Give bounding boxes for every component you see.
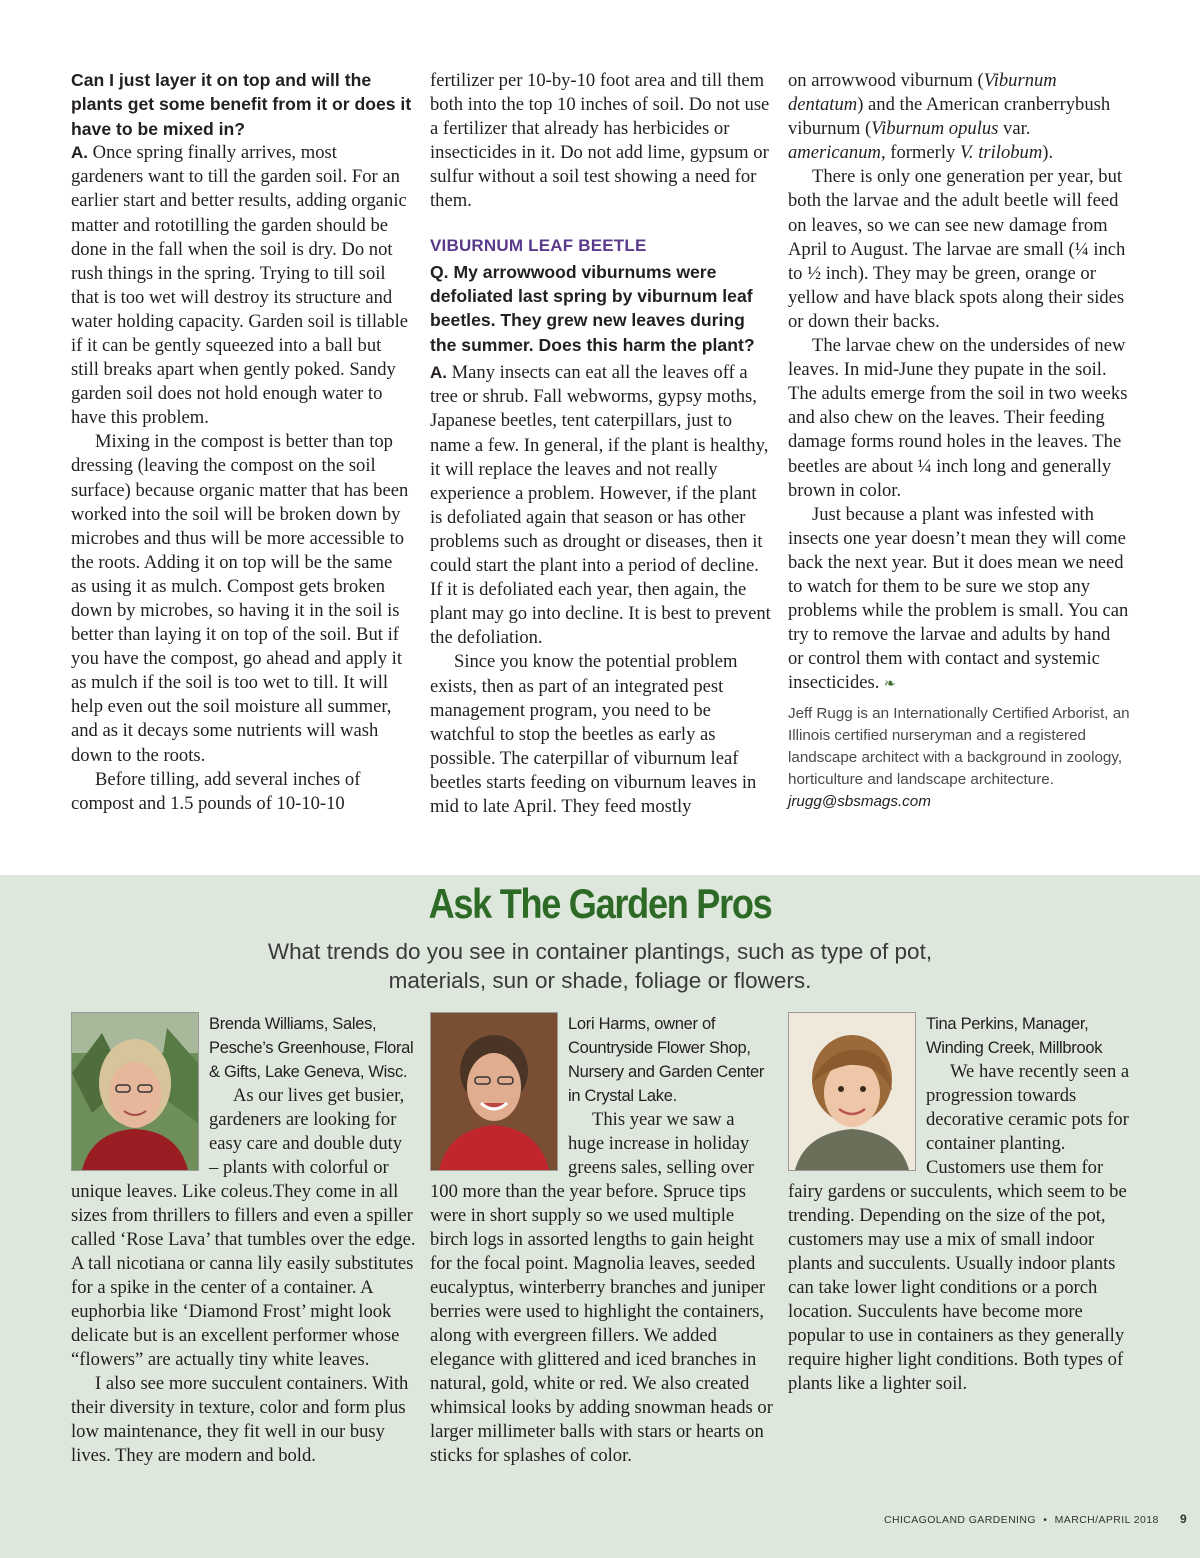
footer-separator: • xyxy=(1043,1514,1048,1526)
reader-question: Q. My arrowwood viburnums were defoliated last spring by viburnum leaf beetles. They grew new leaves during the summer. Does this harm the plant? xyxy=(430,261,755,355)
pro-name: Lori Harms, owner of Countryside Flower Shop, Nursery and Garden Center in Crystal Lake. xyxy=(568,1015,765,1105)
body-paragraph: There is only one generation per year, but both the larvae and the adult beetle will feed on leaves, so we can see new damage from April to August. The larvae are small (¼ inch to ½ inch). They may be green, orange or yellow and have black spots along their sides or down their backs. xyxy=(788,166,1126,332)
scientific-name: V. trilobum xyxy=(959,142,1043,164)
body-paragraph: fertilizer per 10-by-10 foot area and till them both into the top 10 inches of soil. Do not use a fertilizer that already has herbicides or insecticides in it. Do not add lime, gypsum or sulfur without a soil test showing a need for them. xyxy=(430,70,770,212)
body-paragraph: Since you know the potential problem exists, then as part of an integrated pest management program, you need to be watchful to stop the beetles as early as possible. The caterpillar of viburnum leaf beetles starts feeding on viburnum leaves in mid to late April. They feed mostly xyxy=(430,651,757,817)
answer-paragraph: A. Many insects can eat all the leaves off a tree or shrub. Fall webworms, gypsy moths, Japanese beetles, tent caterpillars, just to name a few. In general, if the plant is healthy, it will replace the leaves and not really experience a problem. However, if the plant is defoliated again that season or has other problems such as drought or diseases, then it could start the plant into a period of decline. If it is defoliated each year, then again, the plant may go into decline. It is best to prevent the defoliation. xyxy=(430,362,771,649)
portrait-photo-icon xyxy=(789,1013,915,1170)
garden-pros-title: Ask The Garden Pros xyxy=(428,880,772,927)
portrait-photo-icon xyxy=(431,1013,557,1170)
section-heading: VIBURNUM LEAF BEETLE xyxy=(430,235,647,255)
pro-name: Brenda Williams, Sales, Pesche’s Greenhouse, Floral & Gifts, Lake Geneva, Wisc. xyxy=(209,1015,414,1081)
portrait-photo-icon xyxy=(72,1013,198,1170)
avatar xyxy=(430,1012,558,1171)
reader-question: Can I just layer it on top and will the plants get some benefit from it or does it have to be mixed in? xyxy=(71,70,412,139)
garden-pros-question: What trends do you see in container plantings, such as type of pot, materials, sun or shade, foliage or flowers. xyxy=(267,939,933,993)
avatar xyxy=(788,1012,916,1171)
scientific-name: americanum xyxy=(788,142,881,164)
garden-pro-2 xyxy=(430,1012,775,1468)
garden-pro-1 xyxy=(71,1012,416,1468)
body-paragraph: on arrowwood viburnum (Viburnum dentatum) and the American cranberrybush viburnum (Viburnum opulus var. americanum, formerly V. trilobum). xyxy=(788,70,1111,164)
body-paragraph: Before tilling, add several inches of compost and 1.5 pounds of 10-10-10 xyxy=(71,768,361,814)
answer-marker: A. xyxy=(71,143,88,163)
garden-pro-3 xyxy=(788,1012,1130,1396)
pro-answer: As our lives get busier, gardeners are looking for easy care and double duty – plants with colorful or unique leaves. Like coleus.They come in all sizes from thrillers to fillers and even a spiller called ‘Rose Lava’ that tumbles over the edge. A tall nicotiana or canna lily easily substitutes for a spike in the center of a container. A euphorbia like ‘Diamond Frost’ might look delicate but is an excellent performer whose “flowers” are actually tiny white leaves. xyxy=(71,1085,416,1370)
pro-answer: This year we saw a huge increase in holiday greens sales, selling over 100 more than the year before. Spruce tips were in short supply so we used multiple birch logs in assorted lengths to gain height for the focal point. Magnolia leaves, seeded eucalyptus, winterberry branches and juniper berries were used to highlight the containers, along with evergreen fillers. We added elegance with glittered and iced branches in natural, gold, white or red. We also created whimsical looks by adding snowman heads or larger millimeter balls with stars or hearts on sticks for splashes of color. xyxy=(430,1109,773,1466)
answer-marker: A. xyxy=(430,363,447,383)
author-bio: Jeff Rugg is an Internationally Certified Arborist, an Illinois certified nurseryman and a registered landscape architect with a background in zoology, horticulture and landscape architecture. jrugg@sbsmags.com xyxy=(788,705,1130,811)
scientific-name: Viburnum dentatum xyxy=(788,70,1057,116)
body-paragraph: The larvae chew on the undersides of new leaves. In mid-June they pupate in the soil. The adults emerge from the soil in two weeks and also chew on the leaves. Their feeding damage forms round holes in the leaves. The beetles are about ¼ inch long and generally brown in color. xyxy=(788,335,1128,501)
leaf-end-mark-icon: ❧ xyxy=(884,677,896,693)
body-paragraph: Just because a plant was infested with insects one year doesn’t mean they will come back the next year. But it does mean we need to watch for them to be sure we stop any problems while the problem is small. You can try to remove the larvae and adults by hand or control them with contact and systemic insecticides. ❧ xyxy=(788,503,1129,694)
pro-answer: I also see more succulent containers. With their diversity in texture, color and form plus low maintenance, they fit well in our busy lives. They are modern and bold. xyxy=(71,1373,409,1466)
body-paragraph: Mixing in the compost is better than top dressing (leaving the compost on the soil surface) because organic matter that has been worked into the soil will be broken down by microbes and thus will be more accessible to the roots. Adding it on top will be the same as using it as mulch. Compost gets broken down by microbes, so having it in the soil is better than laying it on top of the soil. But if you have the compost, go ahead and apply it as mulch if the soil is too wet to till. It will help even out the soil moisture all summer, and as it decays some nutrients will wash down to the roots. xyxy=(71,431,409,766)
issue-date: MARCH/APRIL 2018 xyxy=(1054,1514,1159,1526)
page-number: 9 xyxy=(1180,1512,1188,1526)
publication-name: CHICAGOLAND GARDENING xyxy=(884,1514,1036,1526)
avatar xyxy=(71,1012,199,1171)
article-column-1 xyxy=(71,68,412,816)
pro-answer: We have recently seen a progression towards decorative ceramic pots for container planting. Customers use them for fairy gardens or succulents, which seem to be trending. Depending on the size of the pot, customers may use a mix of small indoor plants and succulents. Usually indoor plants can take lower light conditions or a porch location. Succulents have become more popular to use in containers as they generally require higher light conditions. Both types of plants like a lighter soil. xyxy=(788,1061,1130,1394)
scientific-name: Viburnum opulus xyxy=(871,118,999,140)
page-footer xyxy=(884,1512,1187,1526)
article-column-2 xyxy=(430,69,771,819)
article-column-3 xyxy=(788,69,1130,813)
answer-paragraph: A. Once spring finally arrives, most gardeners want to till the garden soil. For an earlier start and better results, adding organic matter and rototilling the garden should be done in the fall when the soil is dry. Do not rush things in the spring. Trying to till soil that is too wet will destroy its structure and water holding capacity. Garden soil is tillable if it can be gently squeezed into a ball but still breaks apart when gently poked. Sandy garden soil does not hold enough water to have this problem. xyxy=(71,142,408,429)
author-email[interactable]: jrugg@sbsmags.com xyxy=(788,793,931,811)
pro-name: Tina Perkins, Manager, Winding Creek, Millbrook xyxy=(926,1015,1103,1057)
